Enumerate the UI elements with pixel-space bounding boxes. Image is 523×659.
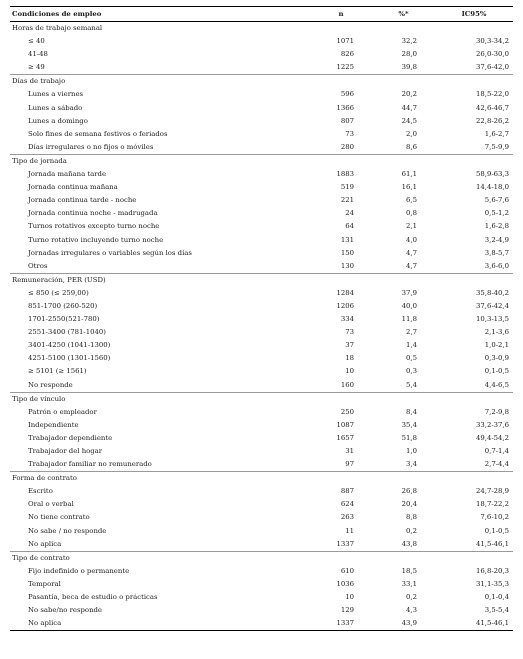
- table-row: [10, 220, 513, 233]
- row-n: 1071: [336, 37, 354, 46]
- row-label: Trabajador del hogar: [28, 447, 103, 455]
- table-row: [10, 419, 513, 432]
- row-percent: 0,2: [406, 593, 417, 602]
- table-row: [10, 313, 513, 326]
- row-label: No sabe/no responde: [28, 606, 102, 615]
- row-label: No aplica: [28, 539, 62, 548]
- row-label: Lunes a sábado: [28, 103, 83, 112]
- row-n: 1366: [336, 103, 354, 112]
- row-label: No sabe / no responde: [28, 526, 107, 535]
- section-header-row: [10, 75, 513, 89]
- row-label: Solo fines de semana festivos o feriados: [28, 129, 168, 138]
- table-header-row: [10, 7, 513, 22]
- row-ci95: 2,1-3,6: [484, 328, 509, 337]
- table-row: [10, 511, 513, 524]
- row-percent: 35,4: [401, 420, 417, 429]
- row-label: Turno rotativo incluyendo turno noche: [28, 235, 164, 244]
- row-label: 3401-4250 (1041-1300): [28, 341, 111, 350]
- row-ci95: 10,3-13,5: [475, 315, 509, 324]
- row-percent: 8,6: [406, 142, 417, 151]
- table-row: [10, 102, 513, 115]
- employment-conditions-table: [10, 6, 513, 631]
- row-percent: 4,3: [406, 606, 417, 615]
- row-percent: 24,5: [401, 116, 417, 125]
- row-label: Jornada mañana tarde: [28, 170, 107, 179]
- row-label: Lunes a domingo: [28, 116, 88, 125]
- table-row: [10, 61, 513, 75]
- table-row: [10, 617, 513, 631]
- row-label: Jornada continua noche - madrugada: [28, 209, 158, 218]
- row-label: Temporal: [28, 579, 61, 588]
- row-ci95: 33,2-37,6: [475, 420, 509, 429]
- row-label: 41-48: [28, 50, 48, 59]
- row-n: 150: [340, 248, 354, 257]
- row-ci95: 0,1-0,5: [484, 367, 509, 376]
- row-n: 73: [345, 328, 354, 337]
- row-ci95: 3,6-6,0: [484, 261, 509, 270]
- row-n: 519: [340, 183, 354, 192]
- row-percent: 0,3: [406, 367, 417, 376]
- row-label: Jornada continua tarde - noche: [28, 196, 137, 205]
- row-label: 2551-3400 (781-1040): [28, 328, 106, 337]
- table-row: [10, 458, 513, 472]
- row-ci95: 35,8-40,2: [475, 288, 509, 297]
- row-percent: 3,4: [406, 460, 417, 469]
- table-row: [10, 194, 513, 207]
- row-n: 624: [340, 500, 354, 509]
- row-percent: 2,7: [406, 328, 417, 337]
- section-title: Tipo de vínculo: [10, 392, 513, 406]
- table-row: [10, 352, 513, 365]
- table-row: [10, 432, 513, 445]
- row-ci95: 37,6-42,0: [475, 63, 509, 72]
- row-n: 1087: [336, 420, 354, 429]
- row-ci95: 31,1-35,3: [475, 579, 509, 588]
- row-n: 1657: [336, 433, 354, 442]
- table-row: [10, 525, 513, 538]
- row-percent: 2,0: [406, 129, 417, 138]
- row-percent: 20,2: [401, 90, 417, 99]
- row-n: 221: [340, 196, 354, 205]
- row-percent: 61,1: [401, 170, 417, 179]
- table-row: [10, 578, 513, 591]
- row-label: ≥ 5101 (≥ 1561): [28, 367, 87, 376]
- row-ci95: 0,5-1,2: [484, 209, 509, 218]
- table-row: [10, 88, 513, 101]
- row-percent: 40,0: [401, 301, 417, 310]
- row-percent: 4,7: [406, 248, 417, 257]
- row-label: 1701-2550(521-780): [28, 315, 100, 324]
- row-n: 10: [345, 593, 354, 602]
- table-row: [10, 181, 513, 194]
- row-ci95: 16,8-20,3: [475, 566, 509, 575]
- table-row: [10, 128, 513, 141]
- table-row: [10, 538, 513, 552]
- row-ci95: 49,4-54,2: [475, 433, 509, 442]
- section-header-row: [10, 22, 513, 36]
- row-percent: 51,8: [401, 433, 417, 442]
- row-ci95: 30,3-34,2: [475, 37, 509, 46]
- row-percent: 44,7: [401, 103, 417, 112]
- row-label: Oral o verbal: [28, 500, 74, 509]
- row-percent: 28,0: [401, 50, 417, 59]
- section-header-row: [10, 392, 513, 406]
- row-percent: 18,5: [401, 566, 417, 575]
- row-percent: 8,4: [406, 407, 417, 416]
- row-n: 610: [340, 566, 354, 575]
- row-label: Pasantía, beca de estudio o prácticas: [28, 593, 158, 602]
- row-label: Trabajador familiar no remunerado: [28, 460, 152, 469]
- section-header-row: [10, 154, 513, 168]
- row-n: 1883: [336, 170, 354, 179]
- section-title: Remuneración, PER (USD): [10, 273, 513, 287]
- row-ci95: 24,7-28,9: [475, 487, 509, 496]
- table-row: [10, 445, 513, 458]
- row-n: 826: [340, 50, 354, 59]
- table-row: [10, 604, 513, 617]
- section-title: Días de trabajo: [10, 75, 513, 89]
- table-row: [10, 260, 513, 274]
- row-ci95: 0,1-0,4: [484, 593, 509, 602]
- row-percent: 1,0: [406, 447, 417, 455]
- row-label: Fijo indefinido o permanente: [28, 566, 130, 575]
- table-row: [10, 247, 513, 260]
- row-ci95: 3,5-5,4: [484, 606, 509, 615]
- row-label: Jornadas irregulares o variables según los días: [28, 248, 192, 257]
- row-percent: 26,8: [401, 487, 417, 496]
- table-row: [10, 48, 513, 61]
- row-percent: 5,4: [406, 380, 417, 389]
- row-n: 31: [345, 447, 354, 455]
- row-n: 73: [345, 129, 354, 138]
- row-percent: 20,4: [401, 500, 417, 509]
- row-label: ≤ 40: [28, 37, 45, 46]
- row-n: 280: [340, 142, 354, 151]
- row-ci95: 3,8-5,7: [484, 248, 509, 257]
- row-n: 250: [340, 407, 354, 416]
- row-ci95: 1,0-2,1: [484, 341, 509, 350]
- row-percent: 43,9: [372, 617, 435, 631]
- row-percent: 43,8: [401, 539, 417, 548]
- section-header-row: [10, 273, 513, 287]
- table-row: [10, 300, 513, 313]
- row-label: No responde: [28, 380, 73, 389]
- row-percent: 33,1: [401, 579, 417, 588]
- row-percent: 37,9: [401, 288, 417, 297]
- row-n: 64: [345, 222, 354, 231]
- row-ci95: 0,3-0,9: [484, 354, 509, 363]
- row-ci95: 1,6-2,8: [484, 222, 509, 231]
- row-label: ≤ 850 (≤ 259,00): [28, 288, 89, 297]
- row-label: Trabajador dependiente: [28, 433, 113, 442]
- header-ci95: IC95%: [435, 7, 513, 22]
- row-ci95: 0,1-0,5: [484, 526, 509, 535]
- row-label: Escrito: [28, 487, 53, 496]
- table-row: [10, 339, 513, 352]
- row-label: Días irregulares o no fijos o móviles: [28, 142, 154, 151]
- row-n: 1284: [336, 288, 354, 297]
- row-n: 131: [340, 235, 354, 244]
- row-n: 24: [345, 209, 354, 218]
- row-n: 10: [345, 367, 354, 376]
- row-n: 807: [340, 116, 354, 125]
- row-percent: 6,5: [406, 196, 417, 205]
- row-label: Jornada continua mañana: [28, 183, 118, 192]
- row-ci95: 2,7-4,4: [484, 460, 509, 469]
- row-n: 1036: [336, 579, 354, 588]
- row-label: ≥ 49: [28, 63, 45, 72]
- row-ci95: 1,6-2,7: [484, 129, 509, 138]
- row-ci95: 14,4-18,0: [475, 183, 509, 192]
- row-n: 887: [340, 487, 354, 496]
- table-row: [10, 591, 513, 604]
- header-conditions: Condiciones de empleo: [10, 7, 310, 22]
- table-row: [10, 326, 513, 339]
- row-ci95: 42,6-46,7: [475, 103, 509, 112]
- row-percent: 2,1: [406, 222, 417, 231]
- row-ci95: 7,6-10,2: [480, 513, 509, 522]
- row-ci95: 0,7-1,4: [484, 447, 509, 455]
- row-n: 18: [345, 354, 354, 363]
- row-ci95: 18,7-22,2: [475, 500, 509, 509]
- row-n: 596: [340, 90, 354, 99]
- row-n: 97: [345, 460, 354, 469]
- header-n: n: [310, 7, 372, 22]
- row-label: Independiente: [28, 420, 79, 429]
- row-ci95: 41,5-46,1: [435, 617, 513, 631]
- row-ci95: 41,5-46,1: [475, 539, 509, 548]
- table-row: [10, 365, 513, 378]
- row-percent: 0,8: [406, 209, 417, 218]
- row-ci95: 26,0-30,0: [475, 50, 509, 59]
- table-body: [10, 22, 513, 631]
- row-percent: 4,7: [406, 261, 417, 270]
- row-label: No tiene contrato: [28, 513, 90, 522]
- table-row: [10, 115, 513, 128]
- row-n: 1206: [336, 301, 354, 310]
- row-percent: 0,5: [406, 354, 417, 363]
- row-ci95: 4,4-6,5: [484, 380, 509, 389]
- table-row: [10, 168, 513, 181]
- row-percent: 39,8: [401, 63, 417, 72]
- row-ci95: 7,5-9,9: [484, 142, 509, 151]
- table-row: [10, 35, 513, 48]
- row-label: Patrón o empleador: [28, 407, 97, 416]
- row-label: Turnos rotativos excepto turno noche: [28, 222, 160, 231]
- table-row: [10, 485, 513, 498]
- section-header-row: [10, 551, 513, 565]
- row-n: 263: [340, 513, 354, 522]
- row-percent: 11,8: [401, 315, 417, 324]
- row-n: 1337: [336, 539, 354, 548]
- row-n: 160: [340, 380, 354, 389]
- row-ci95: 3,2-4,9: [484, 235, 509, 244]
- row-percent: 4,0: [406, 235, 417, 244]
- row-ci95: 22,8-26,2: [475, 116, 509, 125]
- table-row: [10, 141, 513, 155]
- row-percent: 0,2: [406, 526, 417, 535]
- row-label: No aplica: [10, 617, 310, 631]
- row-ci95: 37,6-42,4: [475, 301, 509, 310]
- row-n: 37: [345, 341, 354, 350]
- section-title: Horas de trabajo semanal: [12, 24, 103, 32]
- header-percent: %*: [372, 7, 435, 22]
- row-label: 4251-5100 (1301-1560): [28, 354, 111, 363]
- section-title: Tipo de jornada: [10, 154, 513, 168]
- section-header-row: [10, 472, 513, 486]
- row-label: Otros: [28, 261, 48, 270]
- table-row: [10, 287, 513, 300]
- row-n: 1225: [336, 63, 354, 72]
- row-percent: 32,2: [401, 37, 417, 46]
- row-label: Lunes a viernes: [28, 90, 84, 99]
- row-label: 851-1700 (260-520): [28, 301, 98, 310]
- row-percent: 1,4: [406, 341, 417, 350]
- row-ci95: 5,6-7,6: [484, 196, 509, 205]
- row-percent: 16,1: [401, 183, 417, 192]
- row-n: 129: [340, 606, 354, 615]
- row-n: 1337: [310, 617, 372, 631]
- table-row: [10, 207, 513, 220]
- row-ci95: 18,5-22,0: [475, 90, 509, 99]
- row-ci95: 7,2-9,8: [484, 407, 509, 416]
- section-title: Forma de contrato: [10, 472, 513, 486]
- table-row: [10, 406, 513, 419]
- row-ci95: 58,9-63,3: [475, 170, 509, 179]
- row-n: 130: [340, 261, 354, 270]
- table-row: [10, 498, 513, 511]
- table-row: [10, 379, 513, 393]
- row-n: 11: [345, 526, 354, 535]
- section-title: Tipo de contrato: [10, 551, 513, 565]
- row-percent: 8,8: [406, 513, 417, 522]
- row-n: 334: [340, 315, 354, 324]
- table-row: [10, 565, 513, 578]
- table-row: [10, 234, 513, 247]
